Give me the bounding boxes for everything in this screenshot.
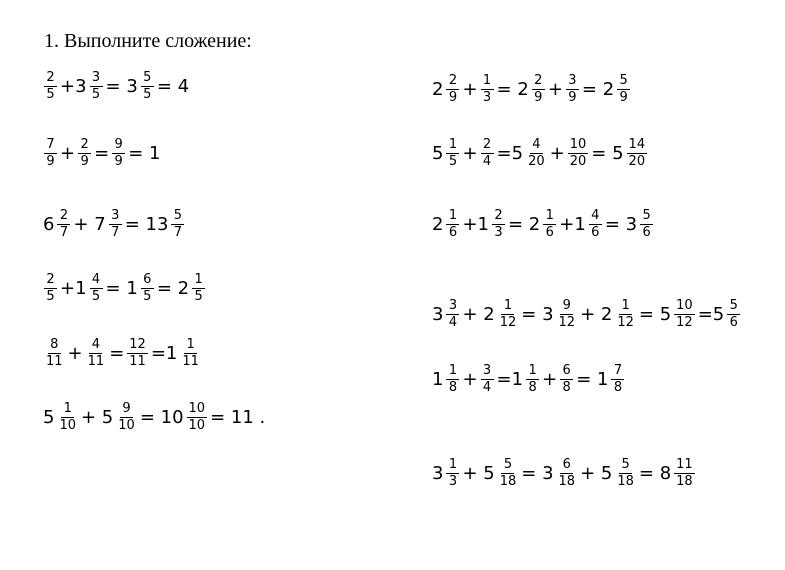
left-equation-4 — [42, 272, 207, 305]
fraction — [44, 137, 57, 170]
equation-text: = 3 — [105, 76, 138, 97]
fraction-numerator: 9 — [112, 137, 125, 154]
fraction-denominator: 5 — [46, 289, 55, 304]
equation-text: = 5 — [638, 304, 672, 325]
fraction-numerator: 2 — [481, 137, 494, 154]
equation-text: + — [549, 143, 565, 164]
fraction — [57, 401, 78, 434]
fraction-denominator: 4 — [448, 315, 458, 330]
fraction — [498, 457, 519, 490]
fraction-numerator: 5 — [501, 457, 514, 474]
fraction-numerator: 10 — [676, 298, 693, 313]
fraction-denominator: 10 — [118, 418, 135, 433]
fraction — [589, 208, 602, 241]
fraction — [611, 363, 624, 396]
equation-text: + 2 — [462, 304, 495, 325]
fraction-denominator: 5 — [46, 87, 55, 102]
fraction-numerator: 2 — [446, 73, 459, 90]
fraction-denominator: 18 — [617, 474, 634, 489]
equation-text: + — [67, 343, 83, 364]
fraction-denominator: 7 — [173, 225, 183, 240]
fraction-numerator: 1 — [446, 363, 459, 380]
fraction-numerator: 5 — [141, 70, 154, 87]
equation-text: 1 — [432, 369, 444, 390]
fraction — [568, 137, 589, 170]
equation-text: = 13 — [124, 214, 169, 235]
fraction — [727, 298, 740, 331]
fraction-numerator: 7 — [611, 363, 624, 380]
fraction-denominator: 12 — [676, 315, 693, 330]
fraction-numerator: 4 — [530, 137, 543, 154]
fraction-denominator: 4 — [482, 154, 492, 169]
left-equation-6 — [42, 401, 266, 434]
equation-text: +1 — [462, 214, 489, 235]
fraction-denominator: 5 — [91, 87, 101, 102]
fraction — [112, 137, 125, 170]
fraction — [78, 137, 91, 170]
fraction-numerator: 9 — [560, 298, 573, 315]
fraction-numerator: 1 — [619, 298, 632, 315]
fraction-numerator: 2 — [492, 208, 505, 225]
fraction — [674, 457, 695, 490]
fraction-denominator: 18 — [676, 474, 693, 489]
fraction-denominator: 10 — [188, 418, 206, 433]
fraction-denominator: 8 — [613, 380, 623, 395]
fraction-denominator: 12 — [617, 315, 634, 330]
equation-text: = 10 — [139, 407, 184, 428]
equation-text: + 5 — [81, 407, 114, 428]
fraction-denominator: 8 — [528, 380, 537, 395]
fraction — [44, 272, 57, 305]
fraction — [446, 137, 459, 170]
fraction-numerator: 5 — [619, 457, 632, 474]
equation-text: 5 — [43, 407, 55, 428]
fraction-numerator: 2 — [532, 73, 545, 90]
fraction — [481, 137, 494, 170]
fraction-denominator: 9 — [114, 154, 123, 169]
fraction-numerator: 1 — [446, 457, 459, 474]
fraction — [171, 208, 184, 241]
equation-text: = 3 — [521, 304, 554, 325]
fraction-denominator: 5 — [143, 289, 152, 304]
equation-text: = 1 — [128, 143, 161, 164]
fraction — [86, 337, 107, 370]
fraction — [674, 298, 695, 331]
fraction-numerator: 3 — [446, 298, 459, 315]
left-equation-5 — [42, 337, 203, 370]
fraction — [543, 208, 556, 241]
fraction-denominator: 20 — [569, 154, 587, 169]
fraction-denominator: 9 — [568, 90, 577, 105]
fraction — [57, 208, 70, 241]
fraction — [532, 73, 545, 106]
fraction — [141, 272, 154, 305]
fraction — [446, 298, 459, 331]
equation-text: = 1 — [105, 278, 138, 299]
fraction-denominator: 5 — [194, 289, 203, 304]
fraction-numerator: 2 — [44, 272, 57, 289]
fraction-numerator: 1 — [543, 208, 556, 225]
equation-text: + — [542, 369, 558, 390]
equation-text: 6 — [43, 214, 55, 235]
fraction-denominator: 9 — [534, 90, 543, 105]
fraction-numerator: 10 — [569, 137, 587, 152]
fraction-denominator: 6 — [729, 315, 738, 330]
fraction-denominator: 18 — [558, 474, 576, 489]
fraction-denominator: 9 — [448, 90, 458, 105]
equation-text: = 1 — [576, 369, 609, 390]
fraction-denominator: 12 — [558, 315, 576, 330]
right-equation-1 — [431, 73, 632, 106]
fraction-denominator: 9 — [80, 154, 89, 169]
equation-text: =5 — [496, 143, 524, 164]
fraction — [90, 70, 103, 103]
fraction — [557, 298, 578, 331]
fraction — [566, 73, 579, 106]
fraction — [615, 457, 636, 490]
fraction-numerator: 3 — [566, 73, 579, 90]
equation-text: =1 — [496, 369, 524, 390]
equation-text: + 5 — [462, 463, 495, 484]
fraction-numerator: 6 — [560, 457, 573, 474]
fraction-numerator: 1 — [526, 363, 539, 380]
fraction-denominator: 5 — [91, 289, 101, 304]
equation-text: =1 — [150, 343, 178, 364]
fraction-numerator: 6 — [141, 272, 154, 289]
equation-text: = 8 — [638, 463, 672, 484]
equation-text: + — [462, 369, 478, 390]
fraction-denominator: 18 — [499, 474, 517, 489]
equation-text: = — [94, 143, 110, 164]
right-equation-2 — [431, 137, 649, 170]
fraction-denominator: 3 — [448, 474, 458, 489]
left-equation-3 — [42, 208, 186, 241]
left-equation-1 — [42, 70, 190, 103]
fraction-denominator: 20 — [628, 154, 646, 169]
left-equation-2 — [42, 137, 161, 170]
fraction — [187, 401, 208, 434]
equation-text: = 4 — [156, 76, 190, 97]
fraction — [446, 73, 459, 106]
fraction-numerator: 2 — [57, 208, 70, 225]
fraction — [141, 70, 154, 103]
equation-text: = 2 — [156, 278, 190, 299]
equation-text: 2 — [432, 214, 444, 235]
fraction-denominator: 6 — [591, 225, 600, 240]
equation-text: = — [109, 343, 125, 364]
fraction-numerator: 3 — [90, 70, 103, 87]
fraction-denominator: 6 — [448, 225, 458, 240]
fraction — [557, 457, 578, 490]
equation-text: + — [462, 79, 478, 100]
fraction-numerator: 10 — [188, 401, 206, 416]
fraction-denominator: 10 — [59, 418, 76, 433]
equation-text: =5 — [697, 304, 725, 325]
fraction-denominator: 9 — [619, 90, 628, 105]
fraction — [627, 137, 648, 170]
fraction-denominator: 11 — [46, 354, 63, 369]
equation-text: 3 — [432, 463, 444, 484]
equation-text: = 2 — [496, 79, 529, 100]
fraction-numerator: 1 — [192, 272, 205, 289]
equation-text: = 3 — [521, 463, 554, 484]
fraction-numerator: 11 — [676, 457, 693, 472]
fraction-numerator: 5 — [171, 208, 184, 225]
equation-text: 3 — [432, 304, 444, 325]
fraction — [446, 208, 459, 241]
equation-text: + — [547, 79, 563, 100]
equation-text: +1 — [60, 278, 87, 299]
right-equation-3 — [431, 208, 655, 241]
fraction-denominator: 8 — [562, 380, 571, 395]
fraction-denominator: 7 — [59, 225, 69, 240]
fraction-denominator: 11 — [129, 354, 146, 369]
fraction — [44, 70, 57, 103]
right-equation-6 — [431, 457, 697, 490]
equation-text: + — [60, 143, 76, 164]
fraction-denominator: 6 — [642, 225, 651, 240]
fraction-denominator: 5 — [448, 154, 458, 169]
fraction-numerator: 4 — [90, 272, 103, 289]
equation-text: = 11 . — [210, 407, 266, 428]
fraction-numerator: 14 — [628, 137, 646, 152]
fraction-numerator: 5 — [640, 208, 653, 225]
fraction-denominator: 5 — [143, 87, 152, 102]
fraction — [90, 272, 103, 305]
equation-text: = 5 — [591, 143, 624, 164]
fraction-numerator: 9 — [120, 401, 133, 418]
fraction — [481, 73, 494, 106]
fraction-numerator: 5 — [617, 73, 630, 90]
fraction-numerator: 3 — [109, 208, 122, 225]
fraction-numerator: 6 — [560, 363, 573, 380]
equation-text: + 7 — [73, 214, 106, 235]
fraction — [481, 363, 494, 396]
fraction-numerator: 1 — [446, 208, 459, 225]
fraction-numerator: 12 — [129, 337, 146, 352]
fraction — [109, 208, 122, 241]
fraction-numerator: 1 — [61, 401, 74, 418]
right-equation-4 — [431, 298, 742, 331]
fraction — [127, 337, 148, 370]
fraction — [192, 272, 205, 305]
fraction-numerator: 1 — [501, 298, 514, 315]
fraction-denominator: 8 — [448, 380, 458, 395]
equation-text: = 3 — [604, 214, 638, 235]
fraction-denominator: 11 — [182, 354, 199, 369]
equation-text: + 2 — [580, 304, 613, 325]
fraction — [44, 337, 65, 370]
right-equation-5 — [431, 363, 626, 396]
fraction-denominator: 20 — [528, 154, 545, 169]
equation-text: 5 — [432, 143, 444, 164]
fraction-denominator: 3 — [482, 90, 492, 105]
fraction — [526, 363, 539, 396]
fraction — [492, 208, 505, 241]
fraction-denominator: 6 — [545, 225, 554, 240]
exercise-title: 1. Выполните сложение: — [44, 30, 252, 52]
equation-text: +3 — [60, 76, 87, 97]
fraction — [446, 363, 459, 396]
fraction — [116, 401, 137, 434]
equation-text: + — [462, 143, 478, 164]
fraction — [180, 337, 201, 370]
fraction — [526, 137, 547, 170]
fraction-numerator: 5 — [727, 298, 740, 315]
fraction-numerator: 1 — [481, 73, 494, 90]
fraction-numerator: 3 — [481, 363, 494, 380]
fraction-denominator: 7 — [111, 225, 120, 240]
fraction-numerator: 8 — [48, 337, 61, 354]
fraction-numerator: 1 — [446, 137, 459, 154]
equation-text: 2 — [432, 79, 444, 100]
fraction-numerator: 2 — [44, 70, 57, 87]
fraction-denominator: 3 — [494, 225, 503, 240]
equation-text: +1 — [559, 214, 586, 235]
fraction — [617, 73, 630, 106]
fraction — [560, 363, 573, 396]
fraction — [446, 457, 459, 490]
fraction-denominator: 12 — [499, 315, 517, 330]
fraction — [640, 208, 653, 241]
fraction-numerator: 2 — [78, 137, 91, 154]
fraction-denominator: 4 — [482, 380, 492, 395]
fraction-numerator: 4 — [89, 337, 102, 354]
equation-text: + 5 — [580, 463, 613, 484]
fraction — [615, 298, 636, 331]
fraction-numerator: 4 — [589, 208, 602, 225]
fraction-denominator: 9 — [46, 154, 55, 169]
equation-text: = 2 — [508, 214, 541, 235]
fraction-numerator: 7 — [44, 137, 57, 154]
fraction-numerator: 1 — [184, 337, 197, 354]
fraction — [498, 298, 519, 331]
fraction-denominator: 11 — [87, 354, 105, 369]
equation-text: = 2 — [581, 79, 615, 100]
